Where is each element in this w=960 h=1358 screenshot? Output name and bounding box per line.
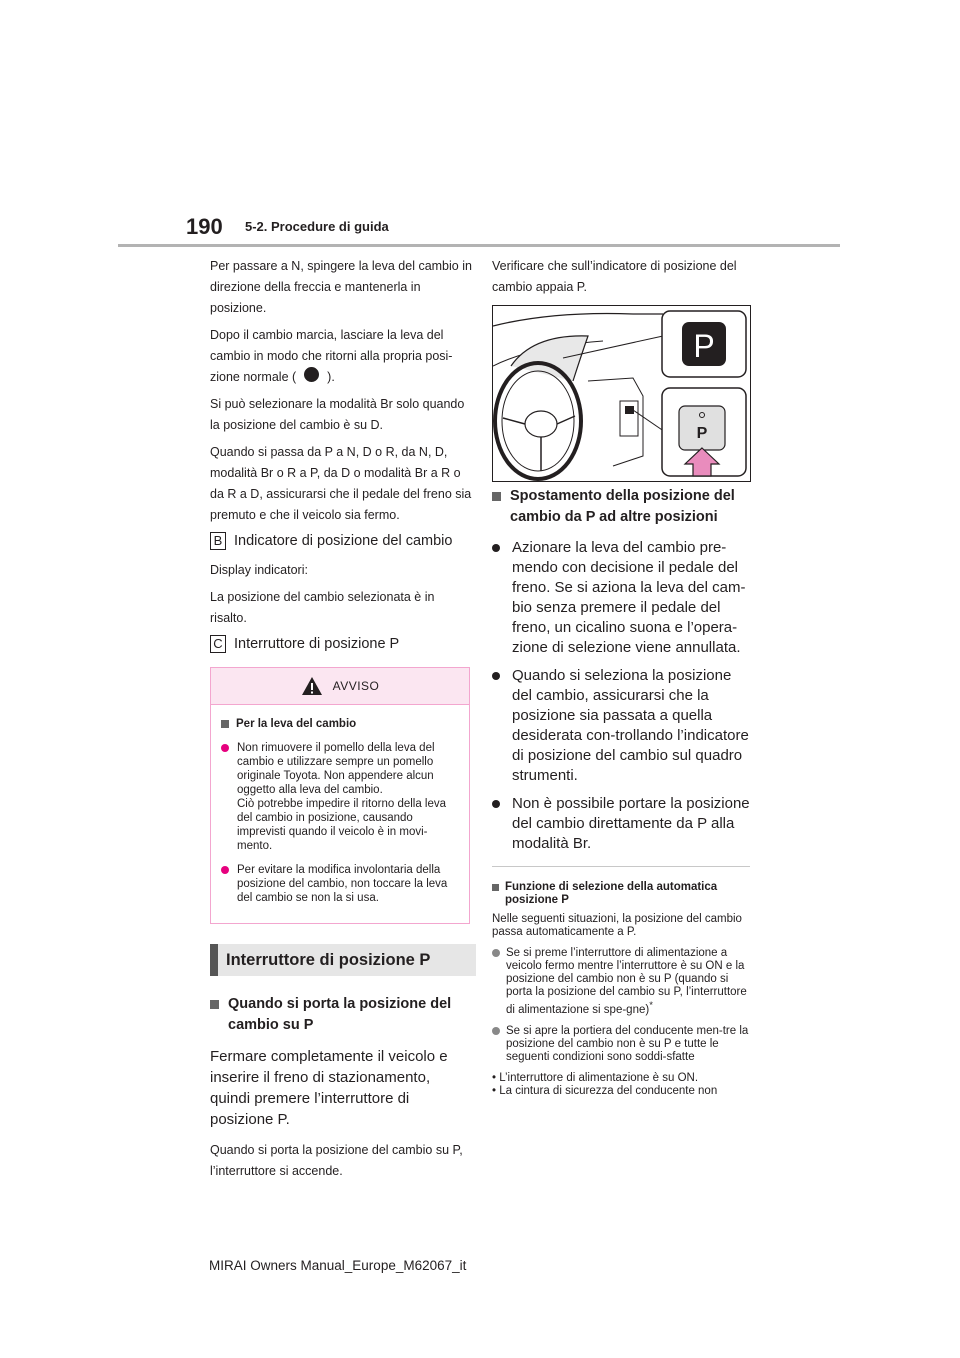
- subheading-text: Funzione di selezione della automatica posizione P: [505, 881, 718, 906]
- list-item: [492, 947, 750, 1017]
- warning-subheading: [221, 717, 459, 731]
- square-bullet-icon: [210, 1000, 219, 1009]
- bullet-icon: [492, 672, 500, 680]
- paragraph: Si può selezionare la modalità Br solo quando la posizione del cambio è su D.: [210, 397, 465, 432]
- left-column: [210, 256, 472, 1188]
- list-item-text: [506, 947, 750, 1017]
- paragraph: Display indicatori:: [210, 563, 308, 577]
- square-bullet-icon: [492, 884, 499, 891]
- warning-title: AVVISO: [332, 679, 380, 693]
- warning-icon: [301, 676, 323, 696]
- warning-body: [211, 705, 469, 923]
- label-letter: C: [210, 635, 226, 653]
- list-item: [492, 666, 750, 786]
- paragraph: [210, 325, 472, 388]
- shift-indicator-illustration: [492, 305, 751, 482]
- section-title: 5-2. Procedure di guida: [245, 219, 389, 234]
- paragraph-text: zione normale (: [210, 370, 297, 384]
- square-bullet-icon: [221, 720, 229, 728]
- bullet-icon: [492, 949, 500, 957]
- paragraph-text: Dopo il cambio marcia, lasciare la leva del cambio in modo che ritorni alla propria posi-: [210, 328, 453, 363]
- bullet-icon: [492, 1027, 500, 1035]
- label-text: Interruttore di posizione P: [234, 636, 400, 652]
- square-bullet-icon: [492, 492, 501, 501]
- list-item-body: Se si preme l’interruttore di alimentazione a veicolo fermo mentre l’interruttore è su ON e la posizione del cambio non è su P (quando si porta la posizione del cambio su P, l’interruttore di alimentazione si spe-gne): [506, 947, 747, 1016]
- section-heading: Interruttore di posizione P: [210, 944, 476, 976]
- subheading-text: Quando si porta la posizione del cambio su P: [228, 996, 452, 1033]
- condition-item: • L’interruttore di alimentazione è su ON.: [492, 1071, 699, 1084]
- list-item: [492, 538, 750, 658]
- paragraph: Verificare che sull’indicatore di posizione del cambio appaia P.: [492, 259, 737, 294]
- paragraph: Quando si porta la posizione del cambio su P, l’interruttore si accende.: [210, 1143, 463, 1178]
- warning-subheading-text: Per la leva del cambio: [236, 718, 357, 730]
- footnote-mark: *: [649, 1000, 653, 1011]
- paragraph-text: ).: [327, 370, 335, 384]
- subheading: [210, 994, 472, 1036]
- subheading: [492, 486, 750, 528]
- warning-item: [221, 863, 459, 905]
- list-item-text: Non è possibile portare la posizione del cambio direttamente da P alla modalità Br.: [512, 795, 750, 852]
- header-divider: [118, 244, 840, 247]
- bullet-icon: [492, 544, 500, 552]
- indicator-letter: P: [693, 328, 715, 364]
- list-item-text: Se si apre la portiera del conducente men-tre la posizione del cambio non è su P e tutte le seguenti condizioni sono soddi-sfatte: [506, 1024, 749, 1063]
- dashboard-drawing: [493, 306, 750, 481]
- warning-item: [221, 741, 459, 853]
- bullet-icon: [221, 866, 229, 874]
- list-item: [492, 794, 750, 854]
- condition-item: • La cintura di sicurezza del conducente non: [492, 1084, 718, 1097]
- label-b: [210, 532, 472, 550]
- paragraph: Fermare completamente il veicolo e inserire il freno di stazionamento, quindi premere l’interruttore di posizione P.: [210, 1048, 448, 1128]
- subheading-text: Spostamento della posizione del cambio da P ad altre posizioni: [510, 488, 735, 525]
- paragraph: Quando si passa da P a N, D o R, da N, D, modalità Br o R a P, da D o modalità Br a R o da R a D, assicurarsi che il pedale del freno sia premuto e che il veicolo sia fermo.: [210, 445, 472, 522]
- list-item-text: Quando si seleziona la posizione del cambio, assicurarsi che la posizione sia passata a quella desiderata con-trollando l’indicatore di posizione del cambio sul quadro strumenti.: [512, 667, 749, 784]
- footer-doc-id: MIRAI Owners Manual_Europe_M62067_it: [209, 1258, 467, 1273]
- paragraph: La posizione del cambio selezionata è in risalto.: [210, 590, 435, 625]
- warning-box: [210, 667, 470, 924]
- label-letter: B: [210, 532, 226, 550]
- list-item: [492, 1025, 750, 1064]
- right-column-lower: [492, 486, 750, 1098]
- warning-item-text: Non rimuovere il pomello della leva del cambio e utilizzare sempre un pomello originale Toyota. Non appendere alcun oggetto alla leva del cambio. Ciò potrebbe impedire il ritorno della leva del cambio in posizione, causando imprevisti quando il veicolo è in movi-mento.: [237, 742, 447, 852]
- bullet-icon: [221, 744, 229, 752]
- subheading: [492, 881, 750, 907]
- bullet-icon: [492, 800, 500, 808]
- paragraph: Nelle seguenti situazioni, la posizione del cambio passa automaticamente a P.: [492, 913, 742, 938]
- neutral-position-icon: [304, 367, 319, 382]
- label-text: Indicatore di posizione del cambio: [234, 533, 453, 549]
- paragraph: Per passare a N, spingere la leva del cambio in direzione della freccia e mantenerla in posizione.: [210, 259, 472, 315]
- switch-letter: P: [696, 425, 708, 442]
- list-item-text: Azionare la leva del cambio pre-mendo con decisione il pedale del freno. Se si aziona la leva del cam-bio senza premere il pedale del freno, un cicalino suona e l’opera-zione di selezione viene annullata.: [512, 539, 746, 656]
- warning-item-text: Per evitare la modifica involontaria della posizione del cambio, non toccare la leva del cambio se non la si usa.: [237, 864, 448, 904]
- warning-header: [211, 668, 469, 705]
- label-c: [210, 635, 472, 653]
- right-column: [492, 256, 750, 304]
- divider: [492, 866, 750, 867]
- page-number: 190: [186, 214, 223, 239]
